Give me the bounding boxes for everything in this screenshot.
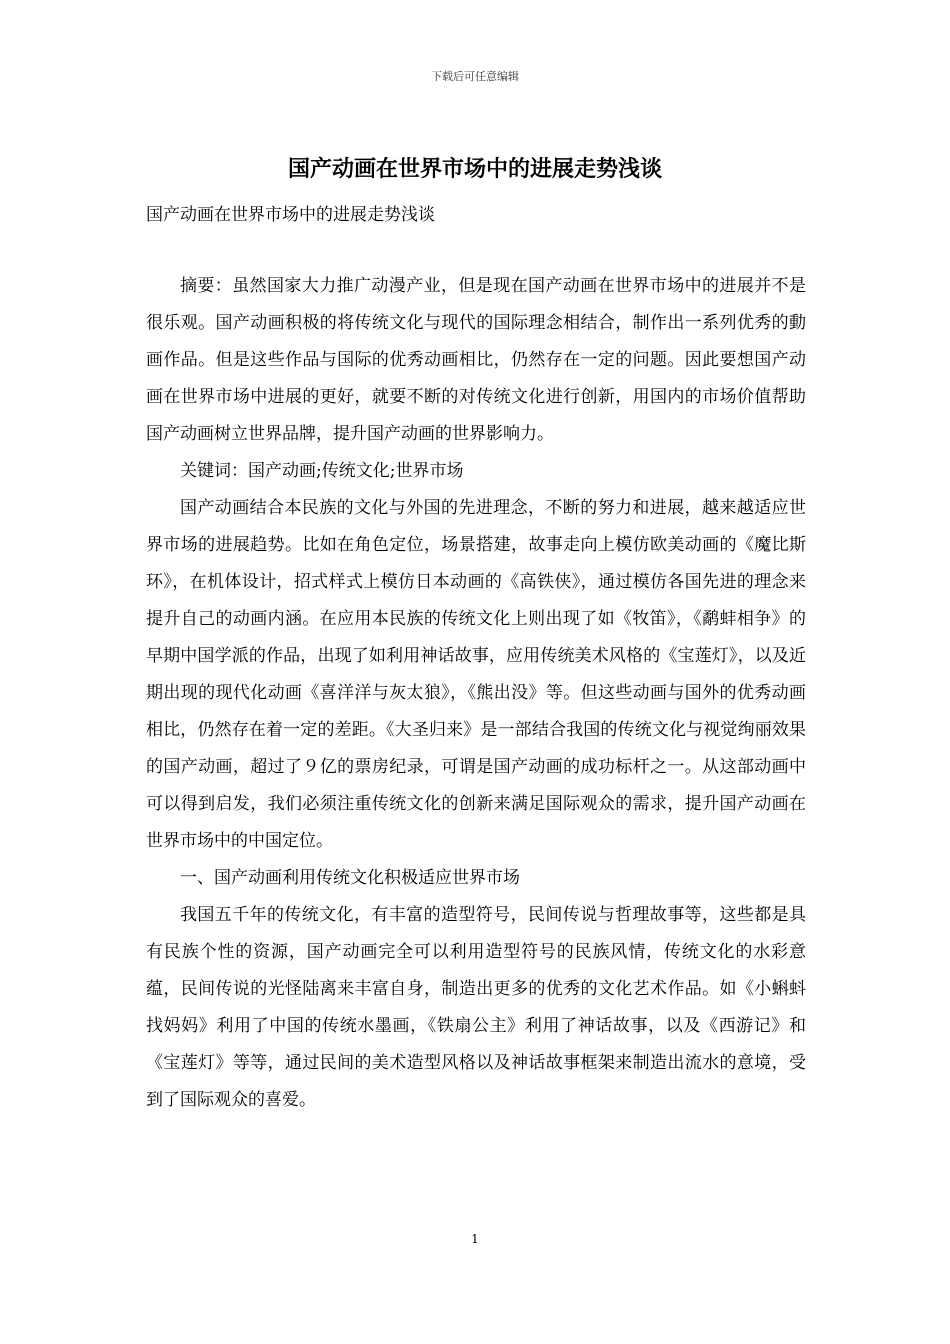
- page-header: 下载后可任意编辑: [431, 70, 519, 83]
- document-subtitle: 国产动画在世界市场中的进展走势浅谈: [146, 205, 435, 225]
- intro-paragraph: 国产动画结合本民族的文化与外国的先进理念，不断的努力和进展，越来越适应世界市场的进展趋势。比如在角色定位，场景搭建，故事走向上模仿欧美动画的《魔比斯环》，在机体设计，招式样式上模仿日本动画的《高铁侠》，通过模仿各国先进的理念来提升自己的动画内涵。在应用本民族的传统文化上则出现了如《牧笛》，《鹬蚌相争》的早期中国学派的作品，出现了如利用神话故事，应用传统美术风格的《宝莲灯》，以及近期出现的现代化动画《喜洋洋与灰太狼》，《熊出没》等。但这些动画与国外的优秀动画相比，仍然存在着一定的差距。《大圣归来》是一部结合我国的传统文化与视觉绚丽效果的国产动画，超过了９亿的票房纪录，可谓是国产动画的成功标杆之一。从这部动画中可以得到启发，我们必须注重传统文化的创新来满足国际观众的需求，提升国产动画在世界市场中的中国定位。: [146, 498, 806, 851]
- section-heading: 一、国产动画利用传统文化积极适应世界市场: [180, 868, 520, 888]
- abstract-paragraph: 摘要：虽然国家大力推广动漫产业，但是现在国产动画在世界市场中的进展并不是很乐观。国产动画积极的将传统文化与现代的国际理念相结合，制作出一系列优秀的動画作品。但是这些作品与国际的优秀动画相比，仍然存在一定的问题。因此要想国产动画在世界市场中进展的更好，就要不断的对传统文化进行创新，用国内的市场价值帮助国产动画树立世界品牌，提升国产动画的世界影响力。: [146, 276, 806, 444]
- document-title: 国产动画在世界市场中的进展走势浅谈: [287, 157, 662, 182]
- section-paragraph: 我国五千年的传统文化，有丰富的造型符号，民间传说与哲理故事等，这些都是具有民族个性的资源，国产动画完全可以利用造型符号的民族风情，传统文化的水彩意蕴，民间传说的光怪陆离来丰富自身，制造出更多的优秀的文化艺术作品。如《小蝌蚪找妈妈》利用了中国的传统水墨画，《铁扇公主》利用了神话故事，以及《西游记》和《宝莲灯》等等，通过民间的美术造型风格以及神话故事框架来制造出流水的意境，受到了国际观众的喜爱。: [146, 905, 806, 1110]
- page-number: 1: [471, 1232, 479, 1246]
- keywords-paragraph: 关键词：国产动画;传统文化;世界市场: [180, 461, 464, 481]
- document-body: [146, 268, 806, 1119]
